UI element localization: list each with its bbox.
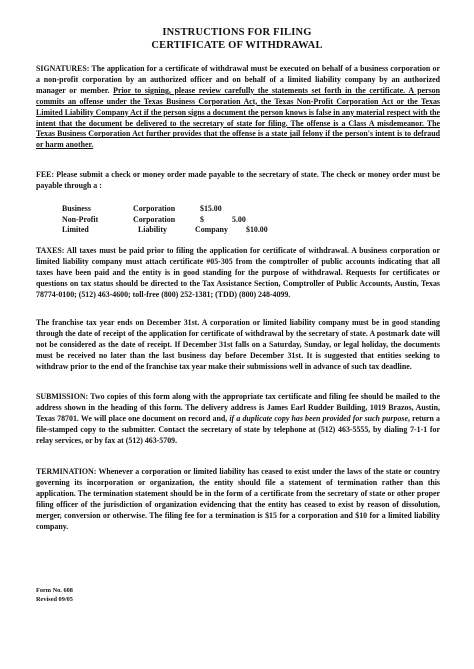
fee-entity: Non-Profit — [62, 214, 99, 224]
submission-text-end: , return a file-stamped copy to the submitter. Contact the secretary of state by telephone at (512) 463-5555, by dialing 7-1-1 for relay services, or by fax at (512) 463-5709. — [36, 413, 440, 445]
taxes-section: TAXES: All taxes must be paid prior to filing the application for certificate of withdrawal. A business corporation or limited liability company must attach certificate #05-305 from the comptroller of public accounts indicating that all taxes have been paid and the entity is in good standing for the purpose of withdrawal. Requests for certificates or questions on tax status should be directed to the Tax Assistance Section, Comptroller of Public Accounts, Austin, Texas 78774-0100; (512) 463-4600; toll-free (800) 252-1381; (TDD) (800) 248-4099. — [36, 246, 440, 299]
submission-text: SUBMISSION: Two copies of this form along with the appropriate tax certificate and filing fee should be mailed to the address shown in the heading of this form. The delivery address is James Earl Rudder Building, 1019 Brazos, Austin, Texas 78701. We will place one document on record and, — [36, 392, 440, 423]
signatures-text: SIGNATURES: The application for a certificate of withdrawal must be executed on behalf of a business corporation or a non-profit corporation by an authorized officer and on behalf of a limited liability company by an authorized manager or member. — [36, 64, 440, 95]
form-footer — [36, 587, 73, 604]
fee-type: Corporation — [133, 214, 176, 224]
signatures-section — [36, 64, 440, 151]
submission-section — [36, 392, 440, 447]
fee-currency: $ — [200, 214, 204, 224]
fee-type: Liability — [138, 225, 167, 235]
fee-type: Corporation — [133, 204, 176, 213]
fee-row — [62, 215, 362, 226]
fee-amount: $10.00 — [246, 225, 268, 235]
fee-entity: Business — [62, 204, 91, 213]
termination-section: TERMINATION: Whenever a corporation or limited liability has ceased to exist under the laws of the state or country governing its incorporation or organization, the entity should file a statement of termination rather than this application. The termination statement should be in the form of a certificate from the secretary of state or other proper filing officer of the jurisdiction of organization evidencing that the entity has ceased to exist by reason of dissolution, merger, conversion or otherwise. The filing fee for a termination is $15 for a corporation and $10 for a limited liability company. — [36, 467, 440, 531]
fee-amount: $15.00 — [200, 204, 222, 213]
form-number: Form No. 608 — [36, 587, 73, 594]
franchise-section: The franchise tax year ends on December 31st. A corporation or limited liability company must be in good standing through the date of receipt of the application for certificate of withdrawal by the secretary of state. A postmark date will not be considered as the date of receipt. If December 31st falls on a Saturday, Sunday, or legal holiday, the documents must be received no later than the last business day before December 31st. It is suggested that entities seeking to withdraw prior to the end of the franchise tax year make their submissions well in advance of such tax deadline. — [36, 318, 440, 371]
fee-entity: Limited — [62, 225, 89, 235]
fee-section: FEE: Please submit a check or money order made payable to the secretary of state. The check or money order must be payable through a : — [36, 170, 440, 190]
revised-date: Revised 09/05 — [36, 595, 73, 603]
signatures-warning-text: Prior to signing, please review carefully the statements set forth in the certificate. A person commits an offense under the Texas Business Corporation Act, the Texas Non-Profit Corporation Act or the Texas Limited Liability Company Act if the person signs a document the person knows is false in any material respect with the intent that the document be delivered to the secretary of state for filing. The offense is a Class A misdemeanor. The Texas Business Corporation Act further provides that the offense is a state jail felony if the person's intent is to defraud or harm another. — [36, 85, 441, 150]
fee-row — [62, 225, 362, 236]
fee-row — [62, 204, 362, 215]
submission-italic-text: if a duplicate copy has been provided for such purpose — [229, 413, 408, 423]
document-title: INSTRUCTIONS FOR FILING — [162, 27, 312, 38]
fee-amount: 5.00 — [232, 214, 246, 224]
fee-table — [62, 204, 362, 236]
document-subtitle: CERTIFICATE OF WITHDRAWAL — [151, 40, 323, 51]
fee-currency: Company — [195, 225, 228, 235]
